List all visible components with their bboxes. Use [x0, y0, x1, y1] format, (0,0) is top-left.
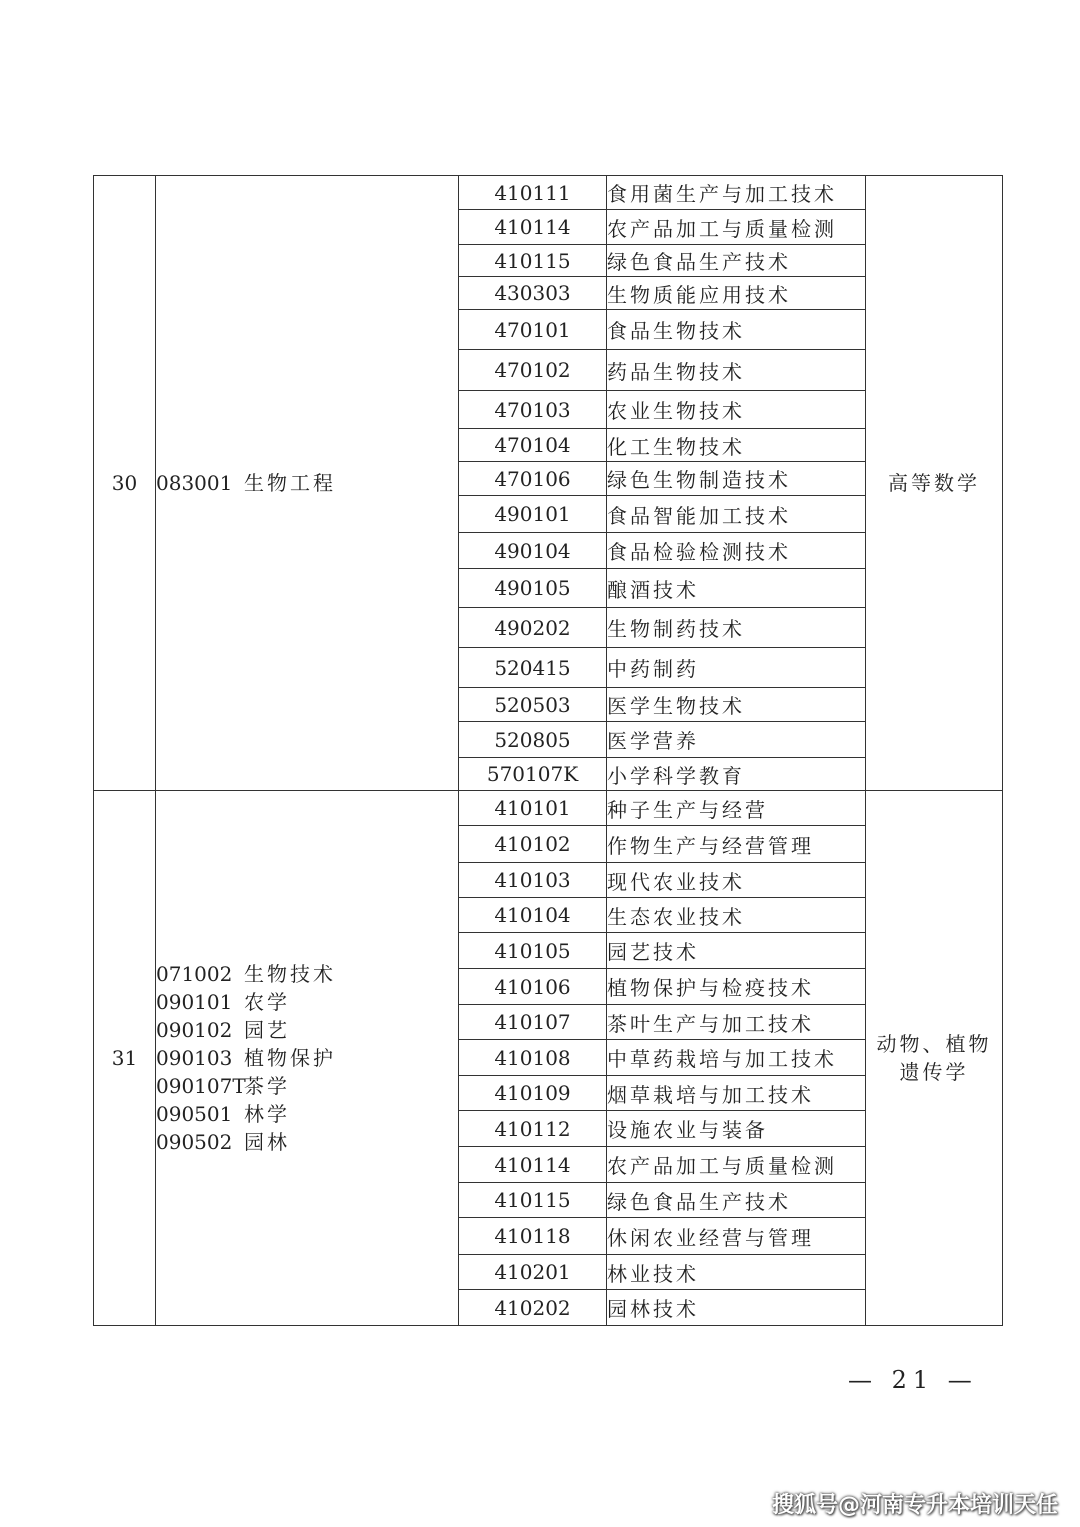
undergraduate-major-name: 园林	[244, 1130, 290, 1154]
vocational-major-name: 医学生物技术	[607, 688, 866, 722]
undergraduate-major-name: 生物工程	[244, 471, 336, 495]
table-row	[94, 176, 1003, 210]
vocational-major-name: 作物生产与经营管理	[607, 826, 866, 863]
undergraduate-major-code: 090501	[156, 1102, 233, 1126]
undergraduate-major-code: 090103	[156, 1046, 233, 1070]
undergraduate-major	[156, 1072, 458, 1100]
vocational-major-name: 休闲农业经营与管理	[607, 1218, 866, 1255]
vocational-major-name: 生物制药技术	[607, 608, 866, 648]
vocational-major-code: 410108	[459, 1040, 607, 1076]
vocational-major-name: 林业技术	[607, 1255, 866, 1290]
vocational-major-name: 绿色食品生产技术	[607, 245, 866, 277]
vocational-major-code: 520503	[459, 688, 607, 722]
vocational-major-name: 食用菌生产与加工技术	[607, 176, 866, 210]
vocational-major-code: 470102	[459, 350, 607, 391]
page-number: — 21 —	[848, 1366, 978, 1394]
vocational-major-name: 园艺技术	[607, 933, 866, 969]
exam-subject-cell	[866, 791, 1003, 1326]
undergraduate-major	[156, 1044, 458, 1072]
vocational-major-code: 410102	[459, 826, 607, 863]
vocational-major-name: 食品智能加工技术	[607, 496, 866, 533]
undergraduate-major-name: 园艺	[244, 1018, 290, 1042]
vocational-major-name: 中草药栽培与加工技术	[607, 1040, 866, 1076]
undergraduate-major	[156, 1128, 458, 1156]
vocational-major-name: 化工生物技术	[607, 429, 866, 462]
table-row	[94, 791, 1003, 826]
vocational-major-code: 490101	[459, 496, 607, 533]
vocational-major-code: 470104	[459, 429, 607, 462]
vocational-major-code: 470101	[459, 310, 607, 350]
exam-subject: 遗传学	[899, 1060, 969, 1084]
vocational-major-code: 410104	[459, 898, 607, 933]
vocational-major-code: 410111	[459, 176, 607, 210]
exam-subject: 高等数学	[888, 471, 980, 495]
undergraduate-major-name: 茶学	[244, 1074, 290, 1098]
undergraduate-major	[156, 960, 458, 988]
undergraduate-majors-cell	[156, 791, 459, 1326]
vocational-major-code: 410114	[459, 1147, 607, 1183]
undergraduate-major-name: 植物保护	[244, 1046, 336, 1070]
undergraduate-major-code: 090502	[156, 1130, 233, 1154]
undergraduate-major	[156, 1100, 458, 1128]
group-index: 30	[94, 176, 156, 791]
vocational-major-code: 410115	[459, 1183, 607, 1218]
vocational-major-name: 农产品加工与质量检测	[607, 210, 866, 245]
vocational-major-code: 410105	[459, 933, 607, 969]
vocational-major-code: 410202	[459, 1290, 607, 1326]
undergraduate-major	[156, 988, 458, 1016]
undergraduate-major-code: 071002	[156, 962, 233, 986]
vocational-major-name: 植物保护与检疫技术	[607, 969, 866, 1005]
vocational-major-name: 现代农业技术	[607, 863, 866, 898]
vocational-major-name: 中药制药	[607, 648, 866, 688]
vocational-major-name: 农业生物技术	[607, 391, 866, 429]
undergraduate-major-code: 090101	[156, 990, 233, 1014]
vocational-major-name: 农产品加工与质量检测	[607, 1147, 866, 1183]
vocational-major-name: 酿酒技术	[607, 569, 866, 608]
vocational-major-code: 410107	[459, 1005, 607, 1040]
undergraduate-major	[156, 469, 458, 497]
vocational-major-name: 园林技术	[607, 1290, 866, 1326]
vocational-major-code: 430303	[459, 277, 607, 310]
watermark: 搜狐号@河南专升本培训天任	[771, 1493, 1058, 1518]
vocational-major-code: 410201	[459, 1255, 607, 1290]
exam-subject-cell	[866, 176, 1003, 791]
vocational-major-name: 食品生物技术	[607, 310, 866, 350]
vocational-major-name: 茶叶生产与加工技术	[607, 1005, 866, 1040]
group-index: 31	[94, 791, 156, 1326]
vocational-major-name: 医学营养	[607, 722, 866, 758]
vocational-major-name: 小学科学教育	[607, 758, 866, 791]
undergraduate-major-code: 090107T	[156, 1074, 246, 1098]
vocational-major-code: 410101	[459, 791, 607, 826]
vocational-major-code: 490105	[459, 569, 607, 608]
vocational-major-code: 410112	[459, 1111, 607, 1147]
vocational-major-name: 绿色食品生产技术	[607, 1183, 866, 1218]
vocational-major-code: 410115	[459, 245, 607, 277]
undergraduate-major-code: 083001	[156, 471, 233, 495]
vocational-major-code: 410114	[459, 210, 607, 245]
vocational-major-name: 种子生产与经营	[607, 791, 866, 826]
vocational-major-code: 470103	[459, 391, 607, 429]
vocational-major-name: 绿色生物制造技术	[607, 462, 866, 496]
undergraduate-major-name: 农学	[244, 990, 290, 1014]
vocational-major-name: 烟草栽培与加工技术	[607, 1076, 866, 1111]
vocational-major-code: 410103	[459, 863, 607, 898]
vocational-major-code: 490202	[459, 608, 607, 648]
vocational-major-code: 570107K	[459, 758, 607, 791]
undergraduate-major-code: 090102	[156, 1018, 233, 1042]
vocational-major-code: 520805	[459, 722, 607, 758]
vocational-major-code: 470106	[459, 462, 607, 496]
undergraduate-major	[156, 1016, 458, 1044]
undergraduate-major-name: 林学	[244, 1102, 290, 1126]
vocational-major-name: 生态农业技术	[607, 898, 866, 933]
vocational-major-name: 食品检验检测技术	[607, 533, 866, 569]
vocational-major-name: 设施农业与装备	[607, 1111, 866, 1147]
vocational-major-code: 520415	[459, 648, 607, 688]
major-mapping-table	[93, 175, 1003, 1326]
vocational-major-code: 490104	[459, 533, 607, 569]
vocational-major-code: 410106	[459, 969, 607, 1005]
undergraduate-major-name: 生物技术	[244, 962, 336, 986]
exam-subject: 动物、植物	[876, 1032, 992, 1056]
vocational-major-name: 生物质能应用技术	[607, 277, 866, 310]
vocational-major-code: 410118	[459, 1218, 607, 1255]
vocational-major-name: 药品生物技术	[607, 350, 866, 391]
table-body	[94, 176, 1003, 1326]
undergraduate-majors-cell	[156, 176, 459, 791]
vocational-major-code: 410109	[459, 1076, 607, 1111]
